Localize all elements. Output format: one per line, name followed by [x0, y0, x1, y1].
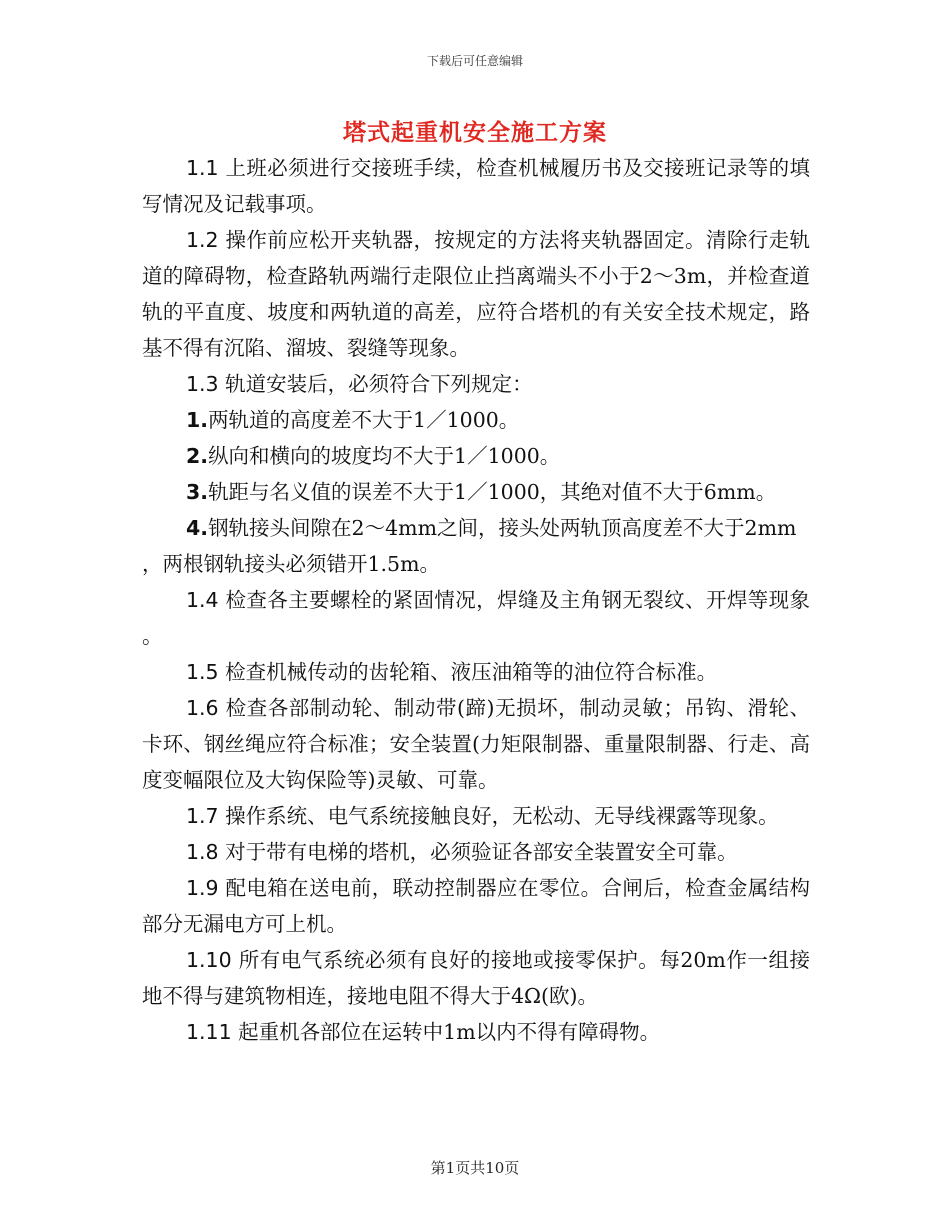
- list-number: 1.: [186, 408, 209, 432]
- list-number: 4.: [186, 516, 209, 540]
- page-header-note: 下载后可任意编辑: [426, 54, 523, 68]
- list-item-4: [142, 510, 810, 582]
- paragraph-1-10: [142, 942, 810, 1014]
- paragraph-1-4: [142, 582, 810, 654]
- paragraph-number: 1.11: [186, 1020, 232, 1044]
- paragraph-1-3: [142, 366, 810, 402]
- paragraph-text: 操作系统、电气系统接触良好，无松动、无导线裸露等现象。: [218, 804, 779, 828]
- paragraph-1-1: [142, 150, 810, 222]
- list-text: 两轨道的高度差不大于1／1000。: [208, 408, 520, 432]
- paragraph-text: 上班必须进行交接班手续，检查机械履历书及交接班记录等的填写情况及记载事项。: [142, 156, 810, 216]
- paragraph-text: 所有电气系统必须有良好的接地或接零保护。每20m作一组接地不得与建筑物相连，接地电阻不得大于4Ω(欧)。: [142, 948, 810, 1008]
- paragraph-text: 轨道安装后，必须符合下列规定：: [218, 372, 533, 396]
- paragraph-text: 检查各部制动轮、制动带(蹄)无损坏，制动灵敏；吊钩、滑轮、卡环、钢丝绳应符合标准；安全装置(力矩限制器、重量限制器、行走、高度变幅限位及大钩保险等)灵敏、可靠。: [142, 696, 810, 792]
- paragraph-number: 1.9: [186, 876, 219, 900]
- paragraph-number: 1.3: [186, 372, 219, 396]
- paragraph-1-2: [142, 222, 810, 366]
- list-item-2: [142, 438, 810, 474]
- paragraph-1-8: [142, 834, 810, 870]
- document-body: [142, 150, 810, 1050]
- paragraph-1-9: [142, 870, 810, 942]
- paragraph-number: 1.4: [186, 588, 219, 612]
- list-number: 2.: [186, 444, 209, 468]
- page-number-footer: 第1页共10页: [430, 1159, 520, 1177]
- paragraph-1-7: [142, 798, 810, 834]
- list-item-3: [142, 474, 810, 510]
- paragraph-text: 检查各主要螺栓的紧固情况，焊缝及主角钢无裂纹、开焊等现象。: [142, 588, 810, 648]
- paragraph-text: 对于带有电梯的塔机，必须验证各部安全装置安全可靠。: [218, 840, 738, 864]
- paragraph-text: 检查机械传动的齿轮箱、液压油箱等的油位符合标准。: [218, 660, 718, 684]
- paragraph-number: 1.10: [186, 948, 232, 972]
- list-text: 轨距与名义值的误差不大于1／1000，其绝对值不大于6mm。: [208, 480, 777, 504]
- paragraph-number: 1.7: [186, 804, 219, 828]
- paragraph-number: 1.6: [186, 696, 219, 720]
- list-text: 钢轨接头间隙在2～4mm之间，接头处两轨顶高度差不大于2mm，两根钢轨接头必须错开1.5m。: [142, 516, 797, 576]
- paragraph-text: 操作前应松开夹轨器，按规定的方法将夹轨器固定。清除行走轨道的障碍物，检查路轨两端行走限位止挡离端头不小于2～3m，并检查道轨的平直度、坡度和两轨道的高差，应符合塔机的有关安全技术规定，路基不得有沉陷、溜坡、裂缝等现象。: [142, 228, 810, 360]
- paragraph-text: 起重机各部位在运转中1m以内不得有障碍物。: [231, 1020, 661, 1044]
- paragraph-number: 1.5: [186, 660, 219, 684]
- list-text: 纵向和横向的坡度均不大于1／1000。: [208, 444, 561, 468]
- paragraph-number: 1.2: [186, 228, 219, 252]
- paragraph-1-6: [142, 690, 810, 798]
- document-title: 塔式起重机安全施工方案: [343, 119, 607, 146]
- paragraph-number: 1.8: [186, 840, 219, 864]
- paragraph-1-5: [142, 654, 810, 690]
- list-number: 3.: [186, 480, 209, 504]
- paragraph-text: 配电箱在送电前，联动控制器应在零位。合闸后，检查金属结构部分无漏电方可上机。: [142, 876, 810, 936]
- list-item-1: [142, 402, 810, 438]
- paragraph-1-11: [142, 1014, 810, 1050]
- paragraph-number: 1.1: [186, 156, 219, 180]
